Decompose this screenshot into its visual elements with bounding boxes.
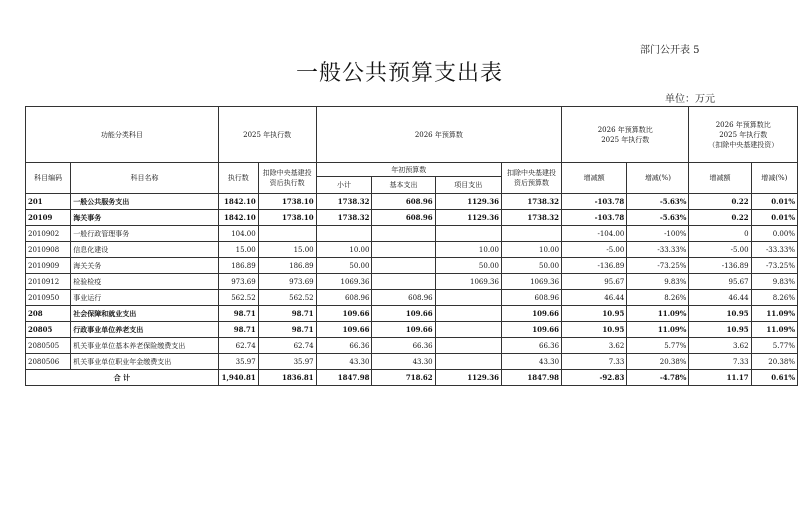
cell-exec: 98.71 (218, 322, 258, 338)
cell-exec-excl: 973.69 (258, 274, 316, 290)
table-row (26, 290, 798, 306)
cell-increase-2: -136.89 (689, 258, 751, 274)
cell-excl-budget: 608.96 (501, 290, 561, 306)
cell-project (435, 226, 501, 242)
cell-code: 20805 (26, 322, 71, 338)
cell-exec: 15.00 (218, 242, 258, 258)
header-increase: 增减额 (562, 163, 627, 194)
cell-excl-budget: 50.00 (501, 258, 561, 274)
cell-excl-budget: 109.66 (501, 322, 561, 338)
total-row (26, 370, 798, 386)
cell-code: 201 (26, 194, 71, 210)
cell-rate: -73.25% (627, 258, 689, 274)
cell-code: 2080506 (26, 354, 71, 370)
cell-exec-excl: 62.74 (258, 338, 316, 354)
cell-rate: -100% (627, 226, 689, 242)
cell-exec: 62.74 (218, 338, 258, 354)
cell-subtotal: 1738.32 (316, 210, 372, 226)
cell-name: 行政事业单位养老支出 (71, 322, 218, 338)
cell-basic (372, 226, 435, 242)
cell-project: 1129.36 (435, 194, 501, 210)
cell-rate: 8.26% (627, 290, 689, 306)
table-row (26, 338, 798, 354)
header-name: 科目名称 (71, 163, 218, 194)
header-subtotal: 小计 (316, 177, 372, 194)
total-basic: 718.62 (372, 370, 435, 386)
cell-increase: -136.89 (562, 258, 627, 274)
header-compare-exec (562, 107, 689, 163)
cell-rate-2: 0.00% (751, 226, 797, 242)
total-label: 合 计 (26, 370, 219, 386)
cell-basic: 608.96 (372, 194, 435, 210)
cell-name: 事业运行 (71, 290, 218, 306)
total-rate-2: 0.61% (751, 370, 797, 386)
cell-exec-excl: 186.89 (258, 258, 316, 274)
header-compare-excl-line1: 2026 年预算数比 (715, 120, 771, 129)
table-row (26, 354, 798, 370)
cell-rate-2: 20.38% (751, 354, 797, 370)
cell-exec: 186.89 (218, 258, 258, 274)
header-compare-exec-line1: 2026 年预算数比 (597, 125, 653, 134)
header-compare-excl-line3: （扣除中央基建投资） (708, 140, 779, 149)
cell-excl-budget: 43.30 (501, 354, 561, 370)
cell-excl-budget: 1738.32 (501, 194, 561, 210)
cell-rate: 20.38% (627, 354, 689, 370)
cell-project (435, 354, 501, 370)
cell-excl-budget: 1738.32 (501, 210, 561, 226)
cell-subtotal (316, 226, 372, 242)
cell-exec: 104.00 (218, 226, 258, 242)
cell-basic: 109.66 (372, 306, 435, 322)
header-row-1 (26, 107, 798, 163)
cell-rate-2: 8.26% (751, 290, 797, 306)
unit-label: 单位：万元 (665, 94, 715, 105)
header-compare-excl-line2: 2025 年执行数 (719, 130, 768, 139)
cell-increase-2: -5.00 (689, 242, 751, 258)
cell-excl-budget: 66.36 (501, 338, 561, 354)
cell-rate: -5.63% (627, 210, 689, 226)
cell-name: 海关关务 (71, 258, 218, 274)
header-basic: 基本支出 (372, 177, 435, 194)
total-project: 1129.36 (435, 370, 501, 386)
cell-rate: 11.09% (627, 306, 689, 322)
cell-basic: 109.66 (372, 322, 435, 338)
header-rate: 增减(%) (627, 163, 689, 194)
table-row (26, 242, 798, 258)
cell-name: 海关事务 (71, 210, 218, 226)
cell-exec: 562.52 (218, 290, 258, 306)
cell-code: 2010909 (26, 258, 71, 274)
cell-code: 2010912 (26, 274, 71, 290)
page-code: 部门公开表 5 (640, 45, 700, 56)
cell-rate-2: -33.33% (751, 242, 797, 258)
cell-increase-2: 3.62 (689, 338, 751, 354)
header-row-2 (26, 163, 798, 177)
header-project: 项目支出 (435, 177, 501, 194)
header-rate-2: 增减(%) (751, 163, 797, 194)
cell-increase: -103.78 (562, 194, 627, 210)
cell-rate-2: 9.83% (751, 274, 797, 290)
cell-basic (372, 274, 435, 290)
header-budget-2026: 2026 年预算数 (316, 107, 561, 163)
cell-increase: 7.33 (562, 354, 627, 370)
total-exec: 1,940.81 (218, 370, 258, 386)
cell-code: 20109 (26, 210, 71, 226)
cell-increase: 10.95 (562, 306, 627, 322)
cell-name: 检验检疫 (71, 274, 218, 290)
header-excl-budget: 扣除中央基建投资后预算数 (501, 163, 561, 194)
cell-increase-2: 7.33 (689, 354, 751, 370)
cell-subtotal: 608.96 (316, 290, 372, 306)
table-row (26, 258, 798, 274)
cell-basic: 608.96 (372, 210, 435, 226)
total-subtotal: 1847.98 (316, 370, 372, 386)
cell-increase-2: 0 (689, 226, 751, 242)
header-compare-excl (689, 107, 798, 163)
cell-subtotal: 1738.32 (316, 194, 372, 210)
cell-code: 2080505 (26, 338, 71, 354)
cell-increase-2: 95.67 (689, 274, 751, 290)
header-increase-2: 增减额 (689, 163, 751, 194)
table-row (26, 194, 798, 210)
cell-project: 1129.36 (435, 210, 501, 226)
cell-name: 机关事业单位基本养老保险缴费支出 (71, 338, 218, 354)
cell-project (435, 306, 501, 322)
cell-exec: 35.97 (218, 354, 258, 370)
cell-rate: -33.33% (627, 242, 689, 258)
cell-rate-2: 5.77% (751, 338, 797, 354)
cell-subtotal: 50.00 (316, 258, 372, 274)
cell-name: 一般公共服务支出 (71, 194, 218, 210)
cell-increase: -103.78 (562, 210, 627, 226)
table-row (26, 226, 798, 242)
cell-project: 50.00 (435, 258, 501, 274)
table-row (26, 210, 798, 226)
cell-excl-budget: 109.66 (501, 306, 561, 322)
cell-increase-2: 0.22 (689, 210, 751, 226)
cell-subtotal: 109.66 (316, 322, 372, 338)
cell-name: 机关事业单位职业年金缴费支出 (71, 354, 218, 370)
cell-excl-budget (501, 226, 561, 242)
total-increase-2: 11.17 (689, 370, 751, 386)
cell-basic (372, 258, 435, 274)
cell-subtotal: 109.66 (316, 306, 372, 322)
header-compare-exec-line2: 2025 年执行数 (601, 135, 650, 144)
cell-increase: -5.00 (562, 242, 627, 258)
cell-exec-excl: 35.97 (258, 354, 316, 370)
total-increase: -92.83 (562, 370, 627, 386)
cell-rate: 5.77% (627, 338, 689, 354)
page-title: 一般公共预算支出表 (295, 61, 503, 86)
cell-increase-2: 0.22 (689, 194, 751, 210)
cell-increase-2: 46.44 (689, 290, 751, 306)
header-exec-2025: 2025 年执行数 (218, 107, 316, 163)
cell-name: 一般行政管理事务 (71, 226, 218, 242)
cell-exec: 1842.10 (218, 194, 258, 210)
cell-name: 信息化建设 (71, 242, 218, 258)
cell-rate: 11.09% (627, 322, 689, 338)
cell-exec: 1842.10 (218, 210, 258, 226)
cell-exec-excl: 98.71 (258, 306, 316, 322)
header-exec: 执行数 (218, 163, 258, 194)
cell-project (435, 290, 501, 306)
cell-exec-excl (258, 226, 316, 242)
cell-rate: -5.63% (627, 194, 689, 210)
cell-code: 2010950 (26, 290, 71, 306)
cell-increase: -104.00 (562, 226, 627, 242)
cell-name: 社会保障和就业支出 (71, 306, 218, 322)
cell-increase-2: 10.95 (689, 322, 751, 338)
total-rate: -4.78% (627, 370, 689, 386)
cell-increase: 10.95 (562, 322, 627, 338)
header-func-class: 功能分类科目 (26, 107, 219, 163)
cell-project: 1069.36 (435, 274, 501, 290)
total-excl-budget: 1847.98 (501, 370, 561, 386)
cell-exec-excl: 98.71 (258, 322, 316, 338)
cell-subtotal: 1069.36 (316, 274, 372, 290)
cell-basic: 66.36 (372, 338, 435, 354)
cell-exec-excl: 1738.10 (258, 210, 316, 226)
cell-excl-budget: 10.00 (501, 242, 561, 258)
cell-basic: 43.30 (372, 354, 435, 370)
cell-project: 10.00 (435, 242, 501, 258)
header-code: 科目编码 (26, 163, 71, 194)
cell-basic (372, 242, 435, 258)
cell-rate-2: 0.01% (751, 194, 797, 210)
cell-rate-2: -73.25% (751, 258, 797, 274)
budget-table (25, 106, 798, 386)
cell-increase: 95.67 (562, 274, 627, 290)
table-row (26, 274, 798, 290)
cell-exec-excl: 562.52 (258, 290, 316, 306)
cell-basic: 608.96 (372, 290, 435, 306)
header-initial-budget: 年初预算数 (316, 163, 501, 177)
cell-code: 208 (26, 306, 71, 322)
cell-exec-excl: 15.00 (258, 242, 316, 258)
cell-exec-excl: 1738.10 (258, 194, 316, 210)
cell-subtotal: 43.30 (316, 354, 372, 370)
header-exec-excl: 扣除中央基建投资后执行数 (258, 163, 316, 194)
cell-subtotal: 10.00 (316, 242, 372, 258)
cell-project (435, 338, 501, 354)
cell-code: 2010902 (26, 226, 71, 242)
cell-increase: 3.62 (562, 338, 627, 354)
cell-subtotal: 66.36 (316, 338, 372, 354)
cell-rate-2: 0.01% (751, 210, 797, 226)
table-row (26, 306, 798, 322)
cell-exec: 98.71 (218, 306, 258, 322)
cell-rate: 9.83% (627, 274, 689, 290)
table-row (26, 322, 798, 338)
cell-excl-budget: 1069.36 (501, 274, 561, 290)
cell-increase-2: 10.95 (689, 306, 751, 322)
cell-rate-2: 11.09% (751, 306, 797, 322)
cell-project (435, 322, 501, 338)
cell-rate-2: 11.09% (751, 322, 797, 338)
cell-exec: 973.69 (218, 274, 258, 290)
cell-code: 2010908 (26, 242, 71, 258)
total-exec-excl: 1836.81 (258, 370, 316, 386)
cell-increase: 46.44 (562, 290, 627, 306)
